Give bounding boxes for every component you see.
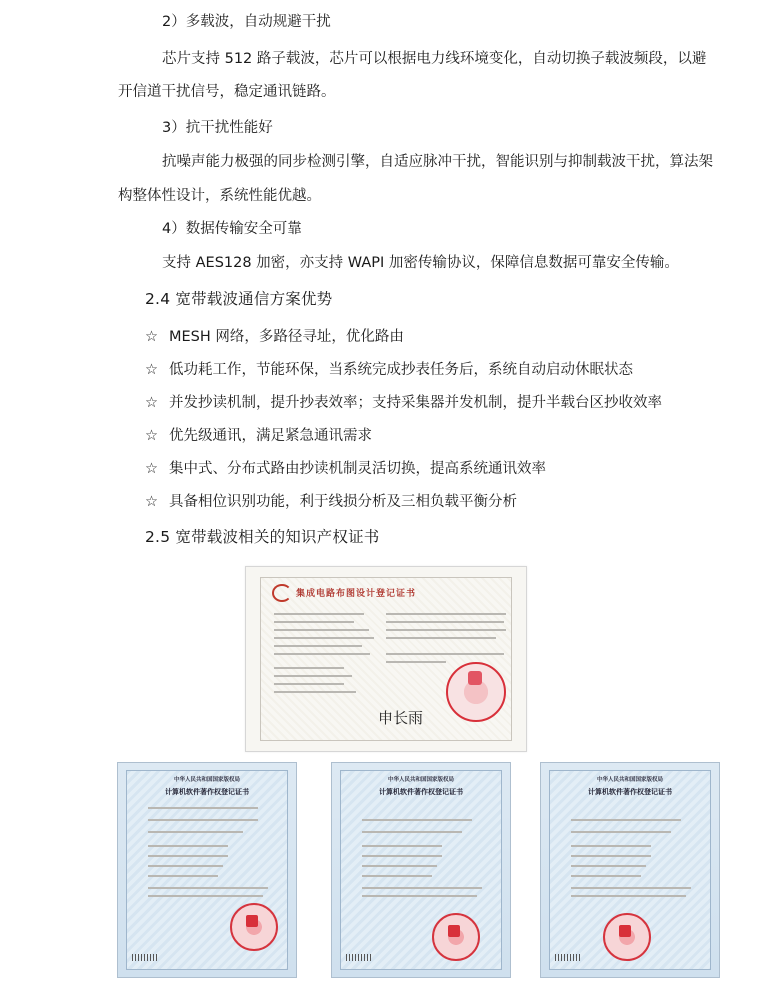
advantage-text: 集中式、分布式路由抄读机制灵活切换，提高系统通讯效率 xyxy=(169,461,546,477)
certificate-text-line xyxy=(571,831,671,833)
seal-star-icon xyxy=(246,915,258,927)
official-seal-icon xyxy=(432,913,480,961)
software-copyright-certificate-image xyxy=(117,762,297,978)
certificate-text-line xyxy=(386,629,506,631)
star-bullet-icon: ☆ xyxy=(145,395,158,411)
section-heading-advantages: 2.4 宽带载波通信方案优势 xyxy=(145,290,333,308)
director-signature: 申长雨 xyxy=(378,709,424,727)
certificate-text-line xyxy=(571,845,651,847)
advantage-text: 低功耗工作，节能环保，当系统完成抄表任务后，系统自动启动休眠状态 xyxy=(169,362,633,378)
certificate-authority: 中华人民共和国国家版权局 xyxy=(173,777,240,783)
certificate-text-line xyxy=(148,895,263,897)
certificate-text-line xyxy=(386,661,446,663)
certificate-text-line xyxy=(148,875,218,877)
software-copyright-certificate-image xyxy=(331,762,511,978)
certificate-title: 计算机软件著作权登记证书 xyxy=(588,788,672,796)
certificate-text-line xyxy=(274,675,352,677)
certificate-text-line xyxy=(386,637,496,639)
certificate-text-line xyxy=(362,845,442,847)
paragraph-anti-interference-line1: 抗噪声能力极强的同步检测引擎，自适应脉冲干扰，智能识别与抑制载波干扰，算法架 xyxy=(162,154,713,170)
advantage-text: 并发抄读机制，提升抄表效率；支持采集器并发机制，提升半载台区抄收效率 xyxy=(169,395,662,411)
section-heading-ip: 2.5 宽带载波相关的知识产权证书 xyxy=(145,528,380,546)
certificate-text-line xyxy=(362,855,442,857)
certificate-text-line xyxy=(274,621,354,623)
certificate-text-line xyxy=(362,895,477,897)
paragraph-anti-interference-line2: 构整体性设计，系统性能优越。 xyxy=(118,188,321,204)
section-heading-security: 4）数据传输安全可靠 xyxy=(162,221,302,237)
certificate-text-line xyxy=(148,865,223,867)
advantage-text: MESH 网络，多路径寻址，优化路由 xyxy=(169,329,404,345)
barcode-icon xyxy=(555,954,581,961)
certificate-text-line xyxy=(571,819,681,821)
national-emblem-icon xyxy=(468,671,482,685)
advantage-text: 具备相位识别功能，利于线损分析及三相负载平衡分析 xyxy=(169,494,517,510)
certificate-text-line xyxy=(148,845,228,847)
certificate-text-line xyxy=(274,629,369,631)
star-bullet-icon: ☆ xyxy=(145,329,158,345)
certificate-text-line xyxy=(274,667,344,669)
seal-star-icon xyxy=(448,925,460,937)
paragraph-multicarrier-line2: 开信道干扰信号，稳定通讯链路。 xyxy=(118,84,336,100)
certificate-text-line xyxy=(274,645,362,647)
star-bullet-icon: ☆ xyxy=(145,362,158,378)
barcode-icon xyxy=(132,954,158,961)
advantage-item xyxy=(145,426,372,446)
certificate-authority: 中华人民共和国国家版权局 xyxy=(596,777,663,783)
certificate-text-line xyxy=(362,865,437,867)
star-bullet-icon: ☆ xyxy=(145,461,158,477)
certificate-text-line xyxy=(386,613,506,615)
certificate-text-line xyxy=(362,819,472,821)
paragraph-multicarrier-line1: 芯片支持 512 路子载波，芯片可以根据电力线环境变化，自动切换子载波频段，以避 xyxy=(162,51,707,67)
star-bullet-icon: ☆ xyxy=(145,494,158,510)
advantage-item xyxy=(145,492,517,512)
certificate-text-line xyxy=(274,613,364,615)
ic-layout-certificate-image xyxy=(245,566,527,752)
certificate-text-line xyxy=(362,887,482,889)
section-heading-anti-interference: 3）抗干扰性能好 xyxy=(162,120,273,136)
certificate-text-line xyxy=(571,875,641,877)
certificate-text-line xyxy=(571,895,686,897)
certificate-text-line xyxy=(148,887,268,889)
certificate-title: 集成电路布图设计登记证书 xyxy=(296,589,417,599)
certificate-text-line xyxy=(274,653,370,655)
seal-star-icon xyxy=(619,925,631,937)
official-seal-icon xyxy=(603,913,651,961)
office-logo-icon xyxy=(272,584,292,602)
official-seal-icon xyxy=(230,903,278,951)
certificate-text-line xyxy=(571,855,651,857)
certificate-authority: 中华人民共和国国家版权局 xyxy=(387,777,454,783)
certificate-title: 计算机软件著作权登记证书 xyxy=(165,788,249,796)
certificate-text-line xyxy=(571,887,691,889)
barcode-icon xyxy=(346,954,372,961)
star-bullet-icon: ☆ xyxy=(145,428,158,444)
advantage-item xyxy=(145,360,633,380)
advantage-text: 优先级通讯，满足紧急通讯需求 xyxy=(169,428,372,444)
advantage-item xyxy=(145,459,546,479)
certificate-text-line xyxy=(362,875,432,877)
certificate-text-line xyxy=(274,691,356,693)
certificate-text-line xyxy=(148,819,258,821)
certificate-title: 计算机软件著作权登记证书 xyxy=(379,788,463,796)
advantage-item xyxy=(145,327,404,347)
certificate-text-line xyxy=(148,807,258,809)
certificate-text-line xyxy=(386,653,504,655)
certificate-text-line xyxy=(386,621,504,623)
paragraph-security: 支持 AES128 加密，亦支持 WAPI 加密传输协议，保障信息数据可靠安全传输。 xyxy=(162,255,679,271)
advantage-item xyxy=(145,393,662,413)
certificate-text-line xyxy=(148,831,243,833)
software-copyright-certificate-image xyxy=(540,762,720,978)
certificate-text-line xyxy=(571,865,646,867)
section-heading-multicarrier: 2）多载波，自动规避干扰 xyxy=(162,14,331,30)
certificate-text-line xyxy=(148,855,228,857)
certificate-text-line xyxy=(362,831,462,833)
certificate-text-line xyxy=(274,683,344,685)
certificate-text-line xyxy=(274,637,374,639)
